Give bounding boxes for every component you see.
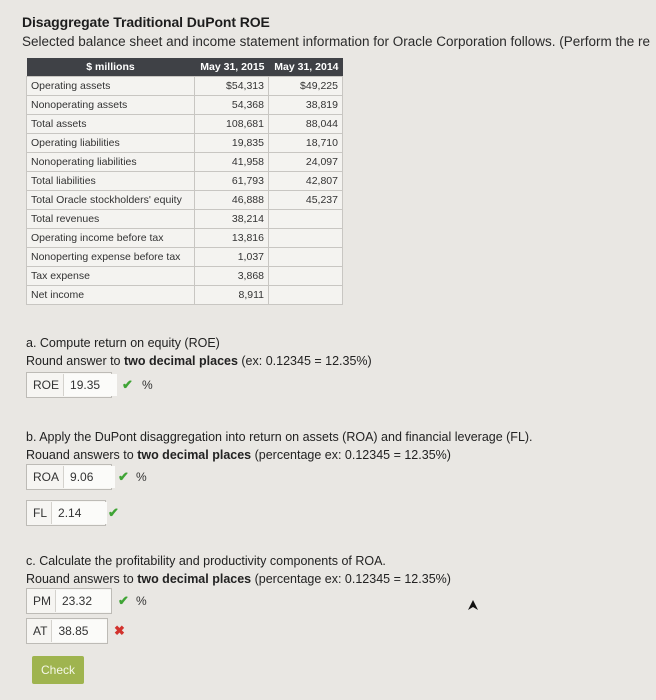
at-field <box>26 618 108 644</box>
part-b-instructions: Rouand answers to two decimal places (percentage ex: 0.12345 = 12.35%) <box>26 448 451 462</box>
row-label: Operating liabilities <box>27 134 195 153</box>
cell-value: 24,097 <box>269 153 343 172</box>
cell-value: 41,958 <box>195 153 269 172</box>
table-row <box>27 96 343 115</box>
page-subtitle: Selected balance sheet and income statement information for Oracle Corporation follows. (Perform the re <box>22 34 651 49</box>
pm-field <box>26 588 112 614</box>
table-row <box>27 77 343 96</box>
part-c-question: c. Calculate the profitability and productivity components of ROA. <box>26 554 386 568</box>
cell-value: 19,835 <box>195 134 269 153</box>
roe-label: ROE <box>33 378 60 392</box>
table-row <box>27 191 343 210</box>
cell-value: 46,888 <box>195 191 269 210</box>
fl-label: FL <box>33 506 48 520</box>
pm-label: PM <box>33 594 51 608</box>
cell-value: 38,819 <box>269 96 343 115</box>
roa-percent-unit: % <box>136 470 147 484</box>
cell-value: 8,911 <box>195 286 269 305</box>
cell-value <box>269 210 343 229</box>
table-row <box>27 153 343 172</box>
roa-field <box>26 464 112 490</box>
cell-value: 42,807 <box>269 172 343 191</box>
row-label: Net income <box>27 286 195 305</box>
at-input[interactable] <box>51 620 107 642</box>
cell-value <box>269 267 343 286</box>
row-label: Total revenues <box>27 210 195 229</box>
roa-correct-check-icon: ✔ <box>118 469 129 484</box>
table-row <box>27 229 343 248</box>
table-row <box>27 248 343 267</box>
cell-value: 54,368 <box>195 96 269 115</box>
at-incorrect-x-icon: ✖ <box>114 623 125 638</box>
table-row <box>27 134 343 153</box>
roa-input[interactable] <box>63 466 115 488</box>
table-row <box>27 172 343 191</box>
table-row <box>27 210 343 229</box>
pm-percent-unit: % <box>136 594 147 608</box>
column-header: $ millions <box>27 58 195 77</box>
table-header-row <box>27 58 343 77</box>
roe-input[interactable] <box>63 374 117 396</box>
cell-value: 1,037 <box>195 248 269 267</box>
roe-correct-check-icon: ✔ <box>122 377 133 392</box>
at-label: AT <box>33 624 48 638</box>
pm-correct-check-icon: ✔ <box>118 593 129 608</box>
part-c-section <box>26 552 451 588</box>
table-row <box>27 286 343 305</box>
row-label: Nonoperating liabilities <box>27 153 195 172</box>
part-b-question: b. Apply the DuPont disaggregation into return on assets (ROA) and financial leverage (FL). <box>26 430 533 444</box>
part-a-question: a. Compute return on equity (ROE) <box>26 336 220 350</box>
row-label: Total liabilities <box>27 172 195 191</box>
pm-input[interactable] <box>55 590 111 612</box>
mouse-cursor-icon <box>466 598 480 612</box>
cell-value: $49,225 <box>269 77 343 96</box>
table-row <box>27 267 343 286</box>
roe-percent-unit: % <box>142 378 153 392</box>
page-title: Disaggregate Traditional DuPont ROE <box>22 14 270 30</box>
cell-value <box>269 229 343 248</box>
row-label: Total assets <box>27 115 195 134</box>
cell-value: 61,793 <box>195 172 269 191</box>
balance-sheet-table <box>26 58 343 305</box>
cell-value <box>269 286 343 305</box>
row-label: Nonoperating assets <box>27 96 195 115</box>
fl-input[interactable] <box>51 502 107 524</box>
cell-value <box>269 248 343 267</box>
part-a-instructions: Round answer to two decimal places (ex: 0.12345 = 12.35%) <box>26 354 372 368</box>
cell-value: 18,710 <box>269 134 343 153</box>
part-c-instructions: Rouand answers to two decimal places (percentage ex: 0.12345 = 12.35%) <box>26 572 451 586</box>
cell-value: 45,237 <box>269 191 343 210</box>
cell-value: 3,868 <box>195 267 269 286</box>
row-label: Operating income before tax <box>27 229 195 248</box>
cell-value: 108,681 <box>195 115 269 134</box>
cell-value: 88,044 <box>269 115 343 134</box>
fl-correct-check-icon: ✔ <box>108 505 119 520</box>
row-label: Total Oracle stockholders' equity <box>27 191 195 210</box>
column-header: May 31, 2015 <box>195 58 269 77</box>
column-header: May 31, 2014 <box>269 58 343 77</box>
row-label: Operating assets <box>27 77 195 96</box>
cell-value: 13,816 <box>195 229 269 248</box>
table-body <box>27 77 343 305</box>
row-label: Tax expense <box>27 267 195 286</box>
cell-value: 38,214 <box>195 210 269 229</box>
part-b-section <box>26 428 533 464</box>
table-row <box>27 115 343 134</box>
fl-field <box>26 500 106 526</box>
roa-label: ROA <box>33 470 60 484</box>
check-button[interactable]: Check <box>32 656 84 684</box>
roe-field <box>26 372 112 398</box>
part-a-section <box>26 334 372 370</box>
row-label: Nonoperting expense before tax <box>27 248 195 267</box>
cell-value: $54,313 <box>195 77 269 96</box>
